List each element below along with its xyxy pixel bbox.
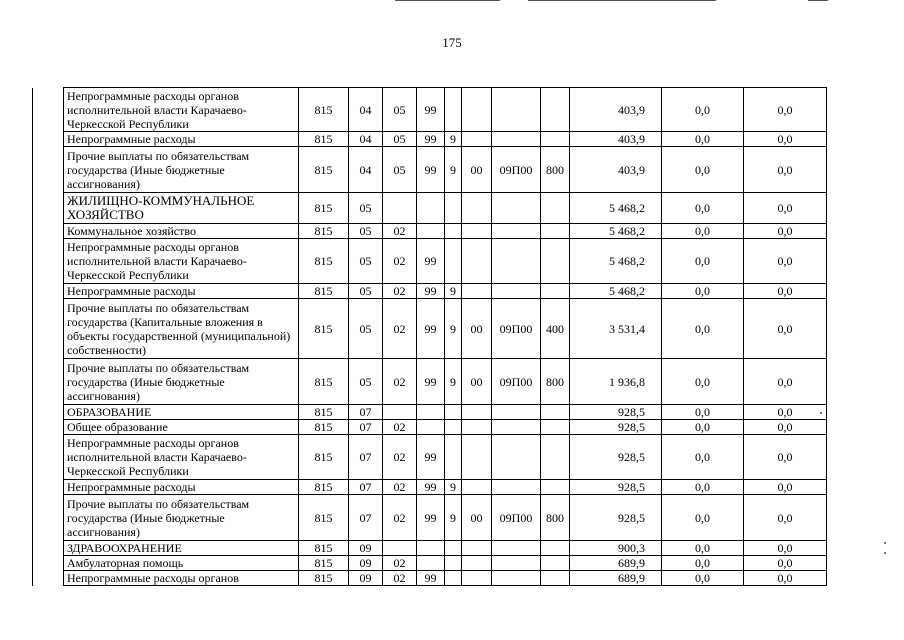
subsection-code: 05 [383,147,417,193]
row-name: Непрограммные расходы [64,132,299,147]
sum-year-1: 928,5 [570,435,662,480]
margin-cell [33,359,64,405]
expense-type-code [541,541,570,556]
expense-type-code: 800 [541,147,570,193]
subsection-code [383,193,417,224]
sum-year-2: 0,0 [662,299,744,359]
sum-year-2: 0,0 [662,571,744,586]
table-row [33,224,827,239]
subsection-code: 02 [383,284,417,299]
activity-code: 00 [462,495,492,541]
program-code: 99 [417,480,445,495]
sum-year-3: 0,0 [744,239,827,284]
sum-year-2: 0,0 [662,147,744,193]
activity-code [462,405,492,420]
margin-cell [33,556,64,571]
sum-year-2: 0,0 [662,480,744,495]
section-code: 04 [349,88,383,132]
program-code [417,541,445,556]
sum-year-1: 900,3 [570,541,662,556]
subprogram-code: 9 [445,147,462,193]
table-row [33,435,827,480]
subprogram-code: 9 [445,299,462,359]
margin-cell [33,239,64,284]
sum-year-1: 928,5 [570,480,662,495]
sum-year-1: 928,5 [570,405,662,420]
direction-code: 09П00 [492,495,541,541]
sum-year-1: 403,9 [570,132,662,147]
subsection-code: 02 [383,239,417,284]
margin-cell [33,435,64,480]
subprogram-code: 9 [445,284,462,299]
sum-year-2: 0,0 [662,495,744,541]
activity-code [462,571,492,586]
ministry-code: 815 [299,88,349,132]
sum-year-2: 0,0 [662,435,744,480]
row-name: Непрограммные расходы [64,284,299,299]
table-row [33,405,827,420]
expense-type-code: 400 [541,299,570,359]
subsection-code: 02 [383,435,417,480]
program-code [417,405,445,420]
expense-type-code [541,405,570,420]
direction-code [492,88,541,132]
margin-cell [33,193,64,224]
ministry-code: 815 [299,541,349,556]
sum-year-1: 3 531,4 [570,299,662,359]
subprogram-code: 9 [445,480,462,495]
program-code: 99 [417,435,445,480]
ministry-code: 815 [299,480,349,495]
margin-cell [33,147,64,193]
direction-code [492,480,541,495]
subprogram-code [445,88,462,132]
sum-year-1: 403,9 [570,88,662,132]
sum-year-3: 0,0 [744,495,827,541]
section-code: 09 [349,556,383,571]
ministry-code: 815 [299,359,349,405]
ministry-code: 815 [299,571,349,586]
row-name: Непрограммные расходы органов исполнительной власти Карачаево-Черкесской Республики [64,239,299,284]
sum-year-2: 0,0 [662,359,744,405]
sum-year-3: 0,0 [744,299,827,359]
section-code: 05 [349,239,383,284]
scan-speck [884,552,886,554]
subprogram-code [445,239,462,284]
section-code: 05 [349,224,383,239]
expense-type-code [541,284,570,299]
table-row [33,193,827,224]
sum-year-3: 0,0 [744,541,827,556]
activity-code [462,239,492,284]
table-row [33,132,827,147]
subsection-code [383,405,417,420]
direction-code [492,571,541,586]
section-code: 04 [349,132,383,147]
sum-year-2: 0,0 [662,224,744,239]
scan-top-rule-2 [528,0,716,1]
sum-year-1: 5 468,2 [570,284,662,299]
ministry-code: 815 [299,420,349,435]
table-row [33,571,827,586]
program-code: 99 [417,147,445,193]
subsection-code: 02 [383,224,417,239]
sum-year-2: 0,0 [662,88,744,132]
sum-year-1: 5 468,2 [570,224,662,239]
expense-type-code [541,420,570,435]
activity-code [462,132,492,147]
subprogram-code [445,193,462,224]
program-code: 99 [417,571,445,586]
sum-year-3: 0,0 [744,193,827,224]
table-row [33,495,827,541]
margin-cell [33,420,64,435]
direction-code [492,420,541,435]
program-code: 99 [417,495,445,541]
subprogram-code [445,571,462,586]
section-code: 07 [349,480,383,495]
margin-cell [33,480,64,495]
sum-year-3: 0,0 [744,556,827,571]
row-name: Общее образование [64,420,299,435]
row-name: Непрограммные расходы [64,480,299,495]
direction-code [492,224,541,239]
scan-top-rule-1 [395,0,500,1]
row-name: Прочие выплаты по обязательствам государства (Иные бюджетные ассигнования) [64,495,299,541]
program-code: 99 [417,88,445,132]
section-code: 05 [349,284,383,299]
expense-type-code [541,435,570,480]
sum-year-1: 689,9 [570,571,662,586]
margin-cell [33,132,64,147]
expense-type-code: 800 [541,359,570,405]
expense-type-code [541,480,570,495]
sum-year-1: 928,5 [570,495,662,541]
ministry-code: 815 [299,224,349,239]
scan-speck [820,412,822,414]
section-code: 07 [349,420,383,435]
activity-code [462,193,492,224]
row-name: Непрограммные расходы органов исполнительной власти Карачаево-Черкесской Республики [64,435,299,480]
ministry-code: 815 [299,495,349,541]
sum-year-3: 0,0 [744,435,827,480]
sum-year-3: 0,0 [744,359,827,405]
subprogram-code [445,405,462,420]
subsection-code: 02 [383,420,417,435]
ministry-code: 815 [299,284,349,299]
direction-code [492,193,541,224]
margin-cell [33,284,64,299]
row-name: ОБРАЗОВАНИЕ [64,405,299,420]
program-code: 99 [417,359,445,405]
section-code: 04 [349,147,383,193]
program-code [417,193,445,224]
expense-type-code [541,224,570,239]
direction-code [492,239,541,284]
subprogram-code [445,556,462,571]
subprogram-code [445,541,462,556]
subprogram-code [445,435,462,480]
ministry-code: 815 [299,132,349,147]
subsection-code: 02 [383,480,417,495]
program-code: 99 [417,284,445,299]
sum-year-1: 689,9 [570,556,662,571]
sum-year-2: 0,0 [662,556,744,571]
expense-type-code [541,571,570,586]
expense-type-code [541,193,570,224]
ministry-code: 815 [299,405,349,420]
sum-year-3: 0,0 [744,571,827,586]
expense-type-code [541,132,570,147]
subsection-code: 05 [383,88,417,132]
table-row [33,147,827,193]
margin-cell [33,541,64,556]
expense-type-code [541,556,570,571]
subprogram-code [445,224,462,239]
subprogram-code: 9 [445,359,462,405]
subprogram-code: 9 [445,495,462,541]
margin-cell [33,495,64,541]
margin-cell [33,224,64,239]
row-name: ЖИЛИЩНО-КОММУНАЛЬНОЕ ХОЗЯЙСТВО [64,193,299,224]
direction-code [492,541,541,556]
table-row [33,299,827,359]
direction-code: 09П00 [492,359,541,405]
activity-code [462,541,492,556]
activity-code: 00 [462,359,492,405]
direction-code [492,284,541,299]
sum-year-1: 5 468,2 [570,239,662,284]
program-code [417,556,445,571]
sum-year-3: 0,0 [744,224,827,239]
table-row [33,88,827,132]
subsection-code: 05 [383,132,417,147]
subsection-code: 02 [383,571,417,586]
row-name: Прочие выплаты по обязательствам государства (Иные бюджетные ассигнования) [64,147,299,193]
section-code: 05 [349,193,383,224]
margin-cell [33,405,64,420]
margin-cell [33,571,64,586]
ministry-code: 815 [299,193,349,224]
sum-year-2: 0,0 [662,420,744,435]
budget-table [32,87,827,586]
row-name: Коммунальное хозяйство [64,224,299,239]
direction-code: 09П00 [492,299,541,359]
program-code: 99 [417,239,445,284]
table-row [33,480,827,495]
section-code: 07 [349,405,383,420]
scan-speck [884,542,886,544]
expense-type-code [541,88,570,132]
direction-code [492,435,541,480]
table-row [33,359,827,405]
subsection-code: 02 [383,299,417,359]
sum-year-2: 0,0 [662,284,744,299]
row-name: ЗДРАВООХРАНЕНИЕ [64,541,299,556]
activity-code: 00 [462,299,492,359]
section-code: 09 [349,571,383,586]
ministry-code: 815 [299,147,349,193]
activity-code [462,88,492,132]
table-row [33,420,827,435]
table-row [33,541,827,556]
page-number: 175 [442,35,462,50]
sum-year-1: 928,5 [570,420,662,435]
ministry-code: 815 [299,299,349,359]
section-code: 09 [349,541,383,556]
sum-year-1: 5 468,2 [570,193,662,224]
row-name: Непрограммные расходы органов [64,571,299,586]
direction-code: 09П00 [492,147,541,193]
sum-year-3: 0,0 [744,88,827,132]
ministry-code: 815 [299,556,349,571]
subsection-code: 02 [383,359,417,405]
subsection-code: 02 [383,556,417,571]
sum-year-3: 0,0 [744,405,827,420]
scan-top-rule-3 [808,0,828,1]
table-row [33,239,827,284]
table-row [33,284,827,299]
section-code: 05 [349,359,383,405]
program-code: 99 [417,132,445,147]
program-code [417,420,445,435]
subprogram-code: 9 [445,132,462,147]
program-code [417,224,445,239]
subsection-code [383,541,417,556]
row-name: Прочие выплаты по обязательствам государства (Иные бюджетные ассигнования) [64,359,299,405]
row-name: Амбулаторная помощь [64,556,299,571]
margin-cell [33,299,64,359]
expense-type-code [541,239,570,284]
subsection-code: 02 [383,495,417,541]
section-code: 07 [349,495,383,541]
sum-year-2: 0,0 [662,541,744,556]
activity-code [462,435,492,480]
ministry-code: 815 [299,435,349,480]
activity-code [462,480,492,495]
sum-year-1: 1 936,8 [570,359,662,405]
sum-year-1: 403,9 [570,147,662,193]
row-name: Прочие выплаты по обязательствам государства (Капитальные вложения в объекты государственной (муниципальной) собственности) [64,299,299,359]
sum-year-2: 0,0 [662,239,744,284]
section-code: 05 [349,299,383,359]
program-code: 99 [417,299,445,359]
direction-code [492,405,541,420]
sum-year-3: 0,0 [744,132,827,147]
table-row [33,556,827,571]
ministry-code: 815 [299,239,349,284]
direction-code [492,556,541,571]
sum-year-2: 0,0 [662,405,744,420]
row-name: Непрограммные расходы органов исполнительной власти Карачаево-Черкесской Республики [64,88,299,132]
activity-code: 00 [462,147,492,193]
subprogram-code [445,420,462,435]
activity-code [462,284,492,299]
activity-code [462,556,492,571]
sum-year-3: 0,0 [744,480,827,495]
direction-code [492,132,541,147]
sum-year-2: 0,0 [662,132,744,147]
sum-year-2: 0,0 [662,193,744,224]
activity-code [462,224,492,239]
expense-type-code: 800 [541,495,570,541]
sum-year-3: 0,0 [744,147,827,193]
activity-code [462,420,492,435]
sum-year-3: 0,0 [744,420,827,435]
sum-year-3: 0,0 [744,284,827,299]
margin-cell [33,88,64,132]
section-code: 07 [349,435,383,480]
